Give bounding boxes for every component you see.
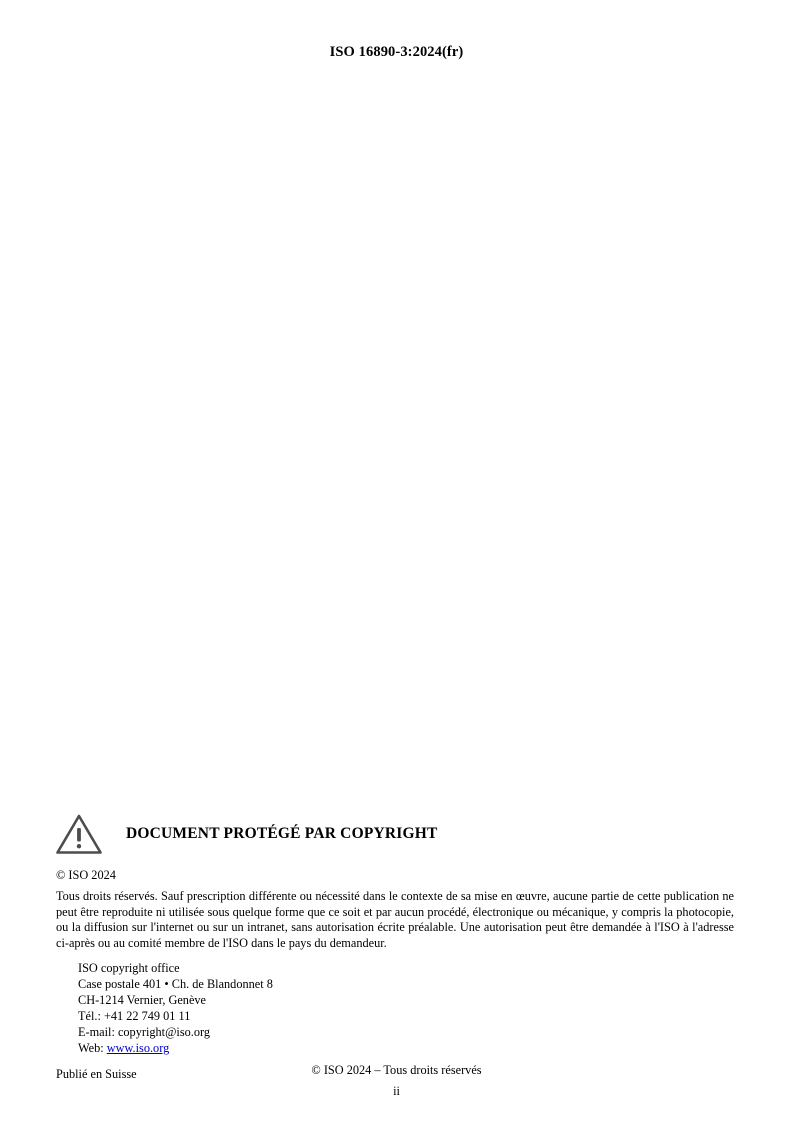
page-number: ii xyxy=(393,1084,400,1098)
copyright-notice: © ISO 2024 xyxy=(56,868,116,882)
document-reference: ISO 16890-3:2024(fr) xyxy=(329,44,464,60)
address-city: CH-1214 Vernier, Genève xyxy=(78,993,207,1008)
iso-copyright-address xyxy=(78,961,738,1057)
address-phone: Tél.: +41 22 749 01 11 xyxy=(78,1009,191,1024)
warning-triangle-icon xyxy=(56,814,102,854)
address-email: E-mail: copyright@iso.org xyxy=(78,1025,210,1040)
iso-website-link[interactable]: www.iso.org xyxy=(106,1041,170,1056)
address-office: ISO copyright office xyxy=(78,961,180,976)
page-header xyxy=(0,44,793,61)
address-web-label: Web: xyxy=(78,1041,107,1056)
copyright-body-text: Tous droits réservés. Sauf prescription différente ou nécessité dans le contexte de sa mise en œuvre, aucune partie de cette publication ne peut être reproduite ni utilisée sous quelque forme que ce soit et par aucun procédé, électronique ou mécanique, y compris la photocopie, ou la diffusion sur l'internet ou sur un intranet, sans autorisation écrite préalable. Une autorisation peut être demandée à l'ISO à l'adresse ci-après ou au comité membre de l'ISO dans le pays du demandeur. xyxy=(56,889,734,950)
published-in: Publié en Suisse xyxy=(56,1067,137,1082)
copyright-title: DOCUMENT PROTÉGÉ PAR COPYRIGHT xyxy=(126,825,438,842)
copyright-title-row xyxy=(56,812,738,856)
footer-copyright: © ISO 2024 – Tous droits réservés xyxy=(311,1063,482,1077)
address-po-box: Case postale 401 • Ch. de Blandonnet 8 xyxy=(78,977,273,992)
address-web xyxy=(78,1041,738,1057)
copyright-block xyxy=(56,812,738,1082)
